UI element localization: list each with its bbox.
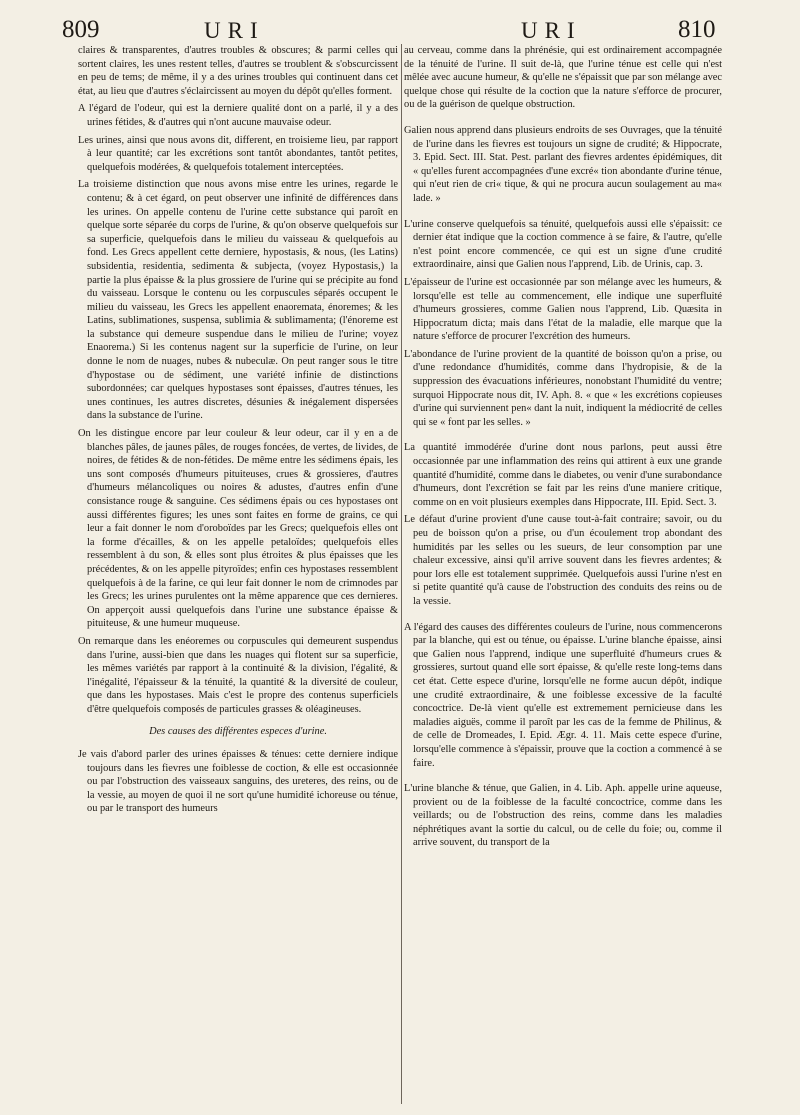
- paragraph: A l'égard de l'odeur, qui est la derniere qualité dont on a parlé, il y a des urines fétides, & d'autres qui n'ont aucune mauvaise odeur.: [78, 103, 398, 128]
- paragraph: La troisieme distinction que nous avons mise entre les urines, regarde le contenu; & à cet égard, on peut observer une infinité de différences dans les urines. On appelle contenu de l'urine cette substance qui paroît en quelque sorte séparée du corps de l'urine, & qu'on observe quelquefois sur sa superficie, quelquefois dans le milieu du vaisseau & quelquefois au fond. Les Grecs appellent cette derniere, hypostasis, & nous, (les Latins) subsidentia, residentia, sedimenta & subjecta, (voyez Hypostasis,) la partie la plus épaisse & la plus grossiere de l'urine qui se précipite au fond du vaisseau. Lorsque le contenu ou les corpuscules séparés occupent le milieu du vaisseau, les Grecs les appellent enaoremata, énoremes; & les Latins, sublimationes, suspensa, sublimia & sublimamenta; (l'énoreme est la substance qui demeure suspendue dans le milieu de l'urine; voyez Enaorema.) Si les contenus nagent sur la superficie de l'urine, on leur donne le nom de nuages, nubes & nubeculæ. On peut ranger sous le titre d'hypostase ou de sédiment, une variété infinie de distinctions subordonnées; car quelques hypostases sont épaisses, d'autres ténues, les unes continues, les autres discretes, désunies & inégalement dispersées dans la substance de l'urine.: [78, 179, 398, 422]
- running-head-right: URI: [521, 18, 582, 43]
- left-column: [78, 44, 398, 1109]
- page-number-right: 810: [678, 16, 716, 43]
- page-number-left: 809: [62, 16, 100, 43]
- paragraph: A l'égard des causes des différentes couleurs de l'urine, nous commencerons par la blanche, qui est ou ténue, ou épaisse. L'urine blanche épaisse, ainsi que Galien nous l'apprend, indique une superfluité d'humeurs crues & grossieres, surtout quand elle sort épaisse, & qu'elle reste long-tems dans cet état. Cette espece d'urine, lorsqu'elle ne forme aucun dépôt, indique une crudité extraordinaire, & une foiblesse excessive de la faculté concoctrice. De-là vient qu'elle est extremement pernicieuse dans les maladies aiguës, comme il paroît par les cas de la femme de Philinus, & de celle de Dromeades, I. Epid. Ægr. 4. 11. Mais cette espece d'urine, lorsqu'elle commence à s'épaissir, prouve que la coction a commencé à se faire.: [404, 621, 722, 769]
- paragraph: L'urine blanche & ténue, que Galien, in 4. Lib. Aph. appelle urine aqueuse, provient ou de la foiblesse de la faculté concoctrice, comme dans les veillards; ou de l'obstruction des reins, comme dans les maladies néphrétiques avant la sortie du calcul, ou de celle du foie; ou, comme il arrive souvent, du transport de la: [404, 783, 722, 849]
- page-header: [0, 8, 800, 42]
- paragraph: On les distingue encore par leur couleur & leur odeur, car il y en a de blanches pâles, de jaunes pâles, de rouges foncées, de vertes, de livides, de noires, de fétides & de non-fétides. De même entre les sédimens épais, les uns sont composés d'humeurs pituiteuses, crues & grossieres, d'autres d'humeurs mélancoliques ou noires & adustes, d'autres enfin d'une consistance rouge & sanguine. Ces sédimens épais ou ces hypostases ont aussi différentes figures; les unes sont faites en forme de grains, ce qui leur a fait donner le nom d'oroboïdes par les Grecs; quelquefois elles ont la forme d'écailles, & on les appelle petaloïdes; quelquefois elles ressemblent à du son, & elles sont plus étroites & plus épaisses que les précédentes, & on les appelle pityroïdes; enfin ces hypostases ressemblent quelquefois à de la farine, ce qui leur fait donner le nom de crimnodes par les Grecs; les urines purulentes ont la même apparence que ces dernieres. On apperçoit aussi quelquefois dans l'urine une substance épaisse & pituiteuse, & une humeur muqueuse.: [78, 428, 398, 630]
- paragraph: On remarque dans les enéoremes ou corpuscules qui demeurent suspendus dans l'urine, aussi-bien que dans les nuages qui flotent sur sa superficie, les mêmes variétés par rapport à la continuité & la division, l'égalité, & l'inégalité, l'épaisseur & la ténuité, la quantité & la diversité de couleur, que dans les hypostases. Mais c'est le propre des contenus superficiels d'être quelquefois composés de particules grasses & oléagineuses.: [78, 635, 398, 715]
- section-heading: Des causes des différentes especes d'urine.: [149, 725, 327, 737]
- paragraph: claires & transparentes, d'autres troubles & obscures; & parmi celles qui sortent claires, les unes restent telles, d'autres se troublent & s'obscurcissent en peu de tems; de même, il y a des urines troubles qui continuent dans cet état, au lieu que d'autres s'éclaircissent au moyen du dépôt qu'elles forment.: [78, 45, 398, 97]
- column-divider: [401, 44, 402, 1104]
- paragraph: Je vais d'abord parler des urines épaisses & ténues: cette derniere indique toujours dans les fievres une foiblesse de coction, & elle est occasionnée ou par l'obstruction des vaisseaux sanguins, des ureteres, des reins, ou de la vessie, au moyen de quoi il ne sort qu'une humidité ichoreuse ou ténue, ou par le transport des humeurs: [78, 749, 398, 815]
- paragraph: L'urine conserve quelquefois sa ténuité, quelquefois aussi elle s'épaissit: ce dernier état indique que la coction commence à se faire, & l'autre, qu'elle n'est point encore commencée, ce qui est un signe d'une crudité extraordinaire, ainsi que Galien nous l'apprend, Lib. de Urinis, cap. 3.: [404, 218, 722, 271]
- right-column: [404, 44, 722, 1109]
- paragraph: Le défaut d'urine provient d'une cause tout-à-fait contraire; savoir, ou du peu de boisson qu'on a prise, ou d'un écoulement trop abondant des humidités par les selles ou les sueurs, de leur consomption par une chaleur excessive, ainsi qu'il arrive souvent dans les fievres ardentes; & pour lors elle est totalement supprimée. Quelquefois aussi l'urine n'est en si petite quantité qu'à cause de l'obstruction des conduits des reins ou de la vessie.: [404, 514, 722, 607]
- paragraph: La quantité immodérée d'urine dont nous parlons, peut aussi être occasionnée par une inflammation des reins qui attirent à eux une grande quantité d'humidité, comme dans le diabetes, ou venir d'une surabondance d'humeurs, dont l'excrétion se fait par les reins d'une maniere critique, comme on en voit plusieurs exemples dans Hippocrate, III. Epid. Sect. 3.: [404, 442, 722, 508]
- paragraph: au cerveau, comme dans la phrénésie, qui est ordinairement accompagnée de la ténuité de l'urine. Il suit de-là, que l'urine ténue est celle qui n'est mêlée avec aucune humeur, & qu'elle ne s'épaissit que par son mélange avec quelque chose qui résulte de la coction que la nature s'efforce de procurer, ou de la guérison de quelque obstruction.: [404, 45, 722, 111]
- paragraph: Les urines, ainsi que nous avons dit, different, en troisieme lieu, par rapport à leur quantité; car les excrétions sont tantôt abondantes, tantôt petites, quelquefois modérées, & quelquefois totalement interceptées.: [78, 134, 398, 173]
- paragraph: L'épaisseur de l'urine est occasionnée par son mélange avec les humeurs, & lorsqu'elle est telle au commencement, elle indique une superfluité d'humeurs grossieres, comme Galien nous l'apprend, Lib. Quæsita in Hippocratum dicta; mais dans l'état de la maladie, elle marque que la nature s'efforce de procurer l'excrétion des humeurs.: [404, 276, 722, 343]
- running-head-left: URI: [204, 18, 265, 43]
- paragraph: L'abondance de l'urine provient de la quantité de boisson qu'on a prise, ou d'une redondance d'humidités, comme dans l'hydropisie, & de la suppression des évacuations inférieures, nonobstant l'humidité du ventre; surquoi Hippocrate nous dit, IV. Aph. 8. « que « les excrétions copieuses d'urine qui surviennent pen« dant la nuit, indiquent la médiocrité de celles qui se « font par les selles. »: [404, 348, 722, 428]
- paragraph: Galien nous apprend dans plusieurs endroits de ses Ouvrages, que la ténuité de l'urine dans les fievres est toujours un signe de crudité; & Hippocrate, 3. Epid. Sect. III. Stat. Pest. parlant des fievres ardentes épidémiques, dit « qu'elles furent accompagnées d'une excré« tion abondante d'urine ténue, qui n'eut rien de cri« tique, & qui ne procura aucun soulagement au ma« lade. »: [404, 124, 722, 204]
